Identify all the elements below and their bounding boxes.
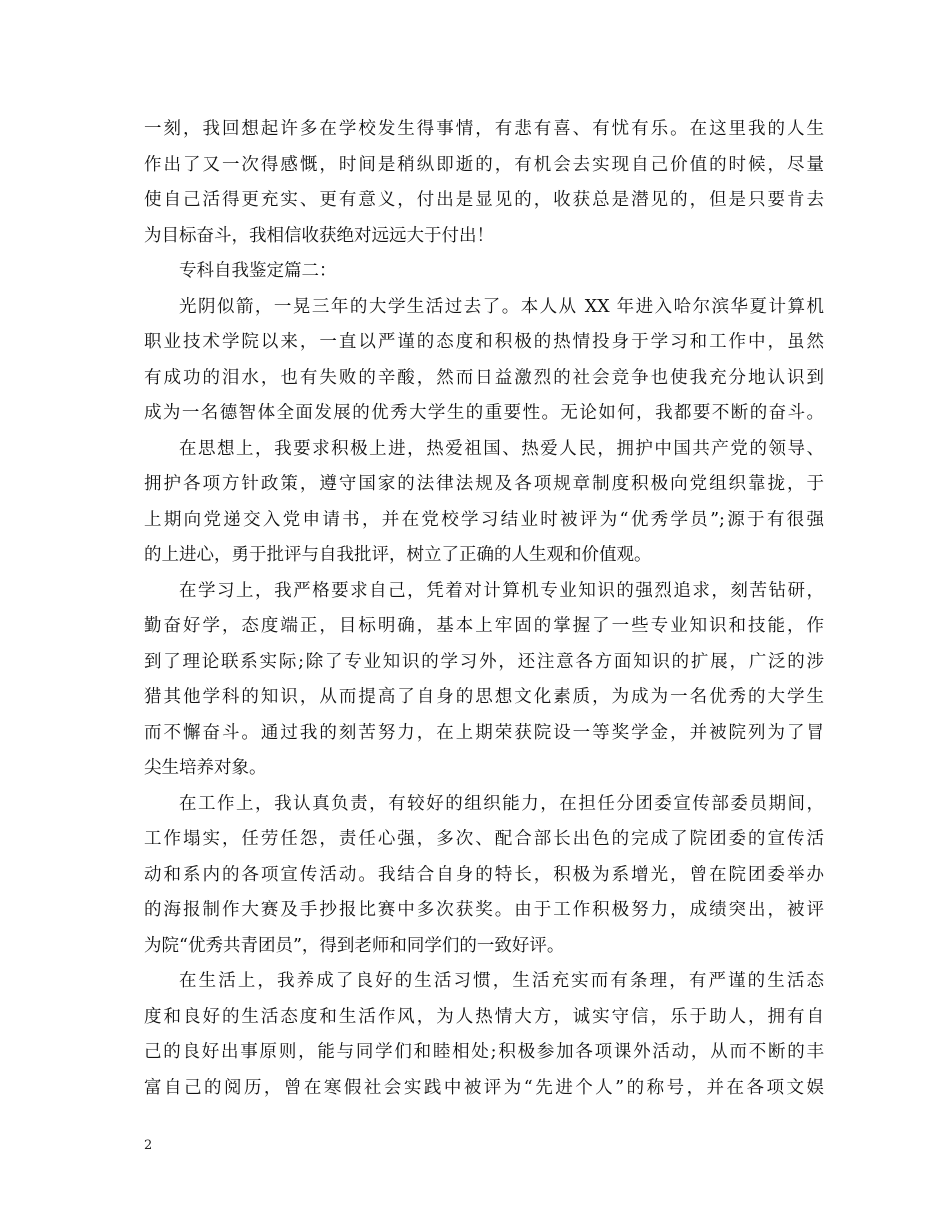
text-line: 而不懈奋斗。通过我的刻苦努力，在上期荣获院设一等奖学金，并被院列为了冒 [144,722,824,743]
text-line: 在生活上，我养成了良好的生活习惯，生活充实而有条理，有严谨的生活态 [179,971,824,991]
text-line: 光阴似箭，一晃三年的大学生活过去了。本人从 XX 年进入哈尔滨华夏计算机 [179,296,824,317]
text-line: 职业技术学院以来，一直以严谨的态度和积极的热情投身于学习和工作中，虽然 [144,332,824,352]
text-line: 度和良好的生活态度和生活作风，为人热情大方，诚实守信，乐于助人，拥有自 [144,1006,824,1027]
text-line: 使自己活得更充实、更有意义，付出是显见的，收获总是潜见的，但是只要肯去 [144,190,824,210]
text-line: 的海报制作大赛及手抄报比赛中多次获奖。由于工作积极努力，成绩突出，被评 [144,900,824,920]
text-line: 的上进心，勇于批评与自我批评，树立了正确的人生观和价值观。 [144,545,652,565]
text-line: 一刻，我回想起许多在学校发生得事情，有悲有喜、有忧有乐。在这里我的人生 [144,119,824,139]
text-line: 专科自我鉴定篇二： [179,261,337,281]
text-line: 上期向党递交入党申请书，并在党校学习结业时被评为“优秀学员”;源于有很强 [144,509,824,530]
text-line: 为院“优秀共青团员”，得到老师和同学们的一致好评。 [144,935,565,956]
text-line: 为目标奋斗，我相信收获绝对远远大于付出！ [144,225,494,246]
text-line: 动和系内的各项宣传活动。我结合自身的特长，积极为系增光，曾在院团委举办 [144,864,824,885]
text-line: 成为一名德智体全面发展的优秀大学生的重要性。无论如何，我都要不断的奋斗。 [144,403,824,423]
text-line: 猎其他学科的知识，从而提高了自身的思想文化素质，为成为一名优秀的大学生 [144,687,824,707]
text-line: 在思想上，我要求积极上进，热爱祖国、热爱人民，拥护中国共产党的领导、 [179,438,824,459]
body-text [144,112,824,1106]
page-number: 2 [144,1138,153,1153]
text-line: 在学习上，我严格要求自己，凭着对计算机专业知识的强烈追求，刻苦钻研， [179,580,824,601]
text-line: 工作塌实，任劳任怨，责任心强，多次、配合部长出色的完成了院团委的宣传活 [144,829,824,849]
text-line: 到了理论联系实际;除了专业知识的学习外，还注意各方面知识的扩展，广泛的涉 [144,651,824,672]
text-line: 有成功的泪水，也有失败的辛酸，然而日益激烈的社会竞争也使我充分地认识到 [144,367,824,388]
text-line: 尖生培养对象。 [144,758,267,778]
text-line: 作出了又一次得感慨，时间是稍纵即逝的，有机会去实现自己价值的时候，尽量 [144,154,824,175]
text-line: 勤奋好学，态度端正，目标明确，基本上牢固的掌握了一些专业知识和技能，作 [144,616,824,636]
text-line: 拥护各项方针政策，遵守国家的法律法规及各项规章制度积极向党组织靠拢，于 [144,474,824,494]
text-line: 己的良好出事原则，能与同学们和睦相处;积极参加各项课外活动，从而不断的丰 [144,1042,824,1062]
text-line: 富自己的阅历，曾在寒假社会实践中被评为“先进个人”的称号，并在各项文娱 [144,1077,824,1098]
text-line: 在工作上，我认真负责，有较好的组织能力，在担任分团委宣传部委员期间， [179,793,824,814]
